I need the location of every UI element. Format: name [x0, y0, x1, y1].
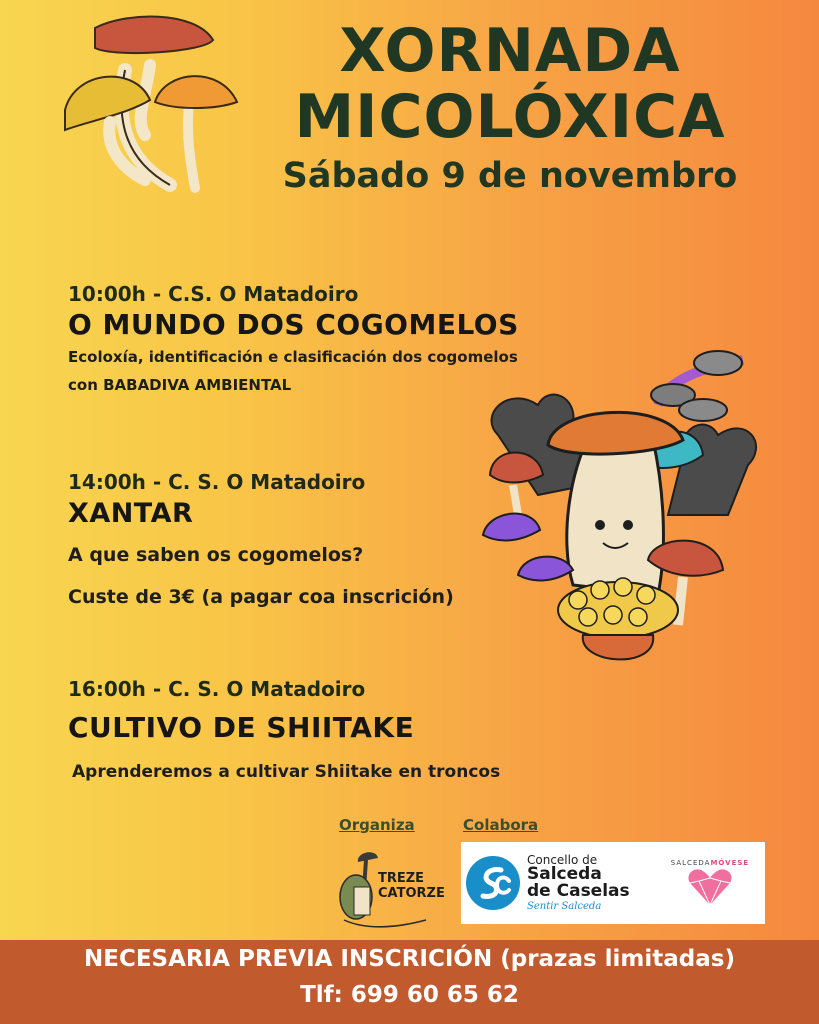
- event-3: [68, 677, 500, 784]
- concello-logo: [465, 854, 630, 912]
- salceda-movese-logo: [665, 859, 755, 907]
- registration-notice-paren: (prazas limitadas): [500, 946, 735, 972]
- event-description: Ecoloxía, identificación e clasificación dos cogomelos: [68, 348, 518, 366]
- concello-small-label: Concello de: [527, 853, 598, 867]
- event-time: 14:00h - C. S. O Matadoiro: [68, 470, 366, 494]
- concello-name-line1: Salceda: [527, 864, 602, 884]
- event-title: O MUNDO DOS COGOMELOS: [68, 308, 519, 341]
- phone-number: Tlf: 699 60 65 62: [300, 982, 519, 1008]
- event-description: Custe de 3€ (a pagar coa inscrición): [68, 586, 454, 608]
- concello-signature: Sentir Salceda: [527, 901, 602, 912]
- event-time: 16:00h - C. S. O Matadoiro: [68, 677, 366, 701]
- colabora-label: Colabora: [463, 816, 539, 834]
- treze-catorze-logo: [336, 842, 445, 932]
- movese-title: [671, 859, 749, 867]
- svg-text:TREZE: TREZE: [378, 871, 425, 886]
- event-date: Sábado 9 de novembro: [282, 156, 738, 196]
- registration-notice: [0, 946, 819, 972]
- mushroom-cluster-icon: [55, 10, 255, 200]
- organiza-label: Organiza: [339, 816, 415, 834]
- registration-notice-main: NECESARIA PREVIA INSCRICIÓN: [84, 946, 493, 972]
- concello-name-line2: de Caselas: [527, 881, 630, 901]
- collaborators-box: [461, 842, 765, 924]
- title-block: [250, 18, 770, 196]
- movese-title-a: SALCEDA: [670, 859, 711, 867]
- event-1: [68, 282, 519, 397]
- heart-icon: [687, 867, 733, 907]
- salceda-sc-icon: [465, 855, 521, 911]
- movese-title-b: MÓVESE: [710, 859, 750, 867]
- title-line-2: MICOLÓXICA: [294, 82, 726, 152]
- event-description: Aprenderemos a cultivar Shiitake en troncos: [72, 762, 501, 782]
- event-2: [68, 470, 454, 613]
- svg-text:CATORZE: CATORZE: [378, 886, 445, 901]
- concello-text: [527, 854, 630, 912]
- footer-banner: [0, 940, 819, 1024]
- event-title: CULTIVO DE SHIITAKE: [68, 711, 415, 744]
- mushroom-character-icon: [478, 345, 768, 675]
- event-description: A que saben os cogomelos?: [68, 544, 364, 566]
- event-title: XANTAR: [68, 498, 194, 529]
- event-time: 10:00h - C.S. O Matadoiro: [68, 282, 359, 306]
- event-description: con BABADIVA AMBIENTAL: [68, 376, 292, 394]
- title-line-1: XORNADA: [339, 16, 681, 86]
